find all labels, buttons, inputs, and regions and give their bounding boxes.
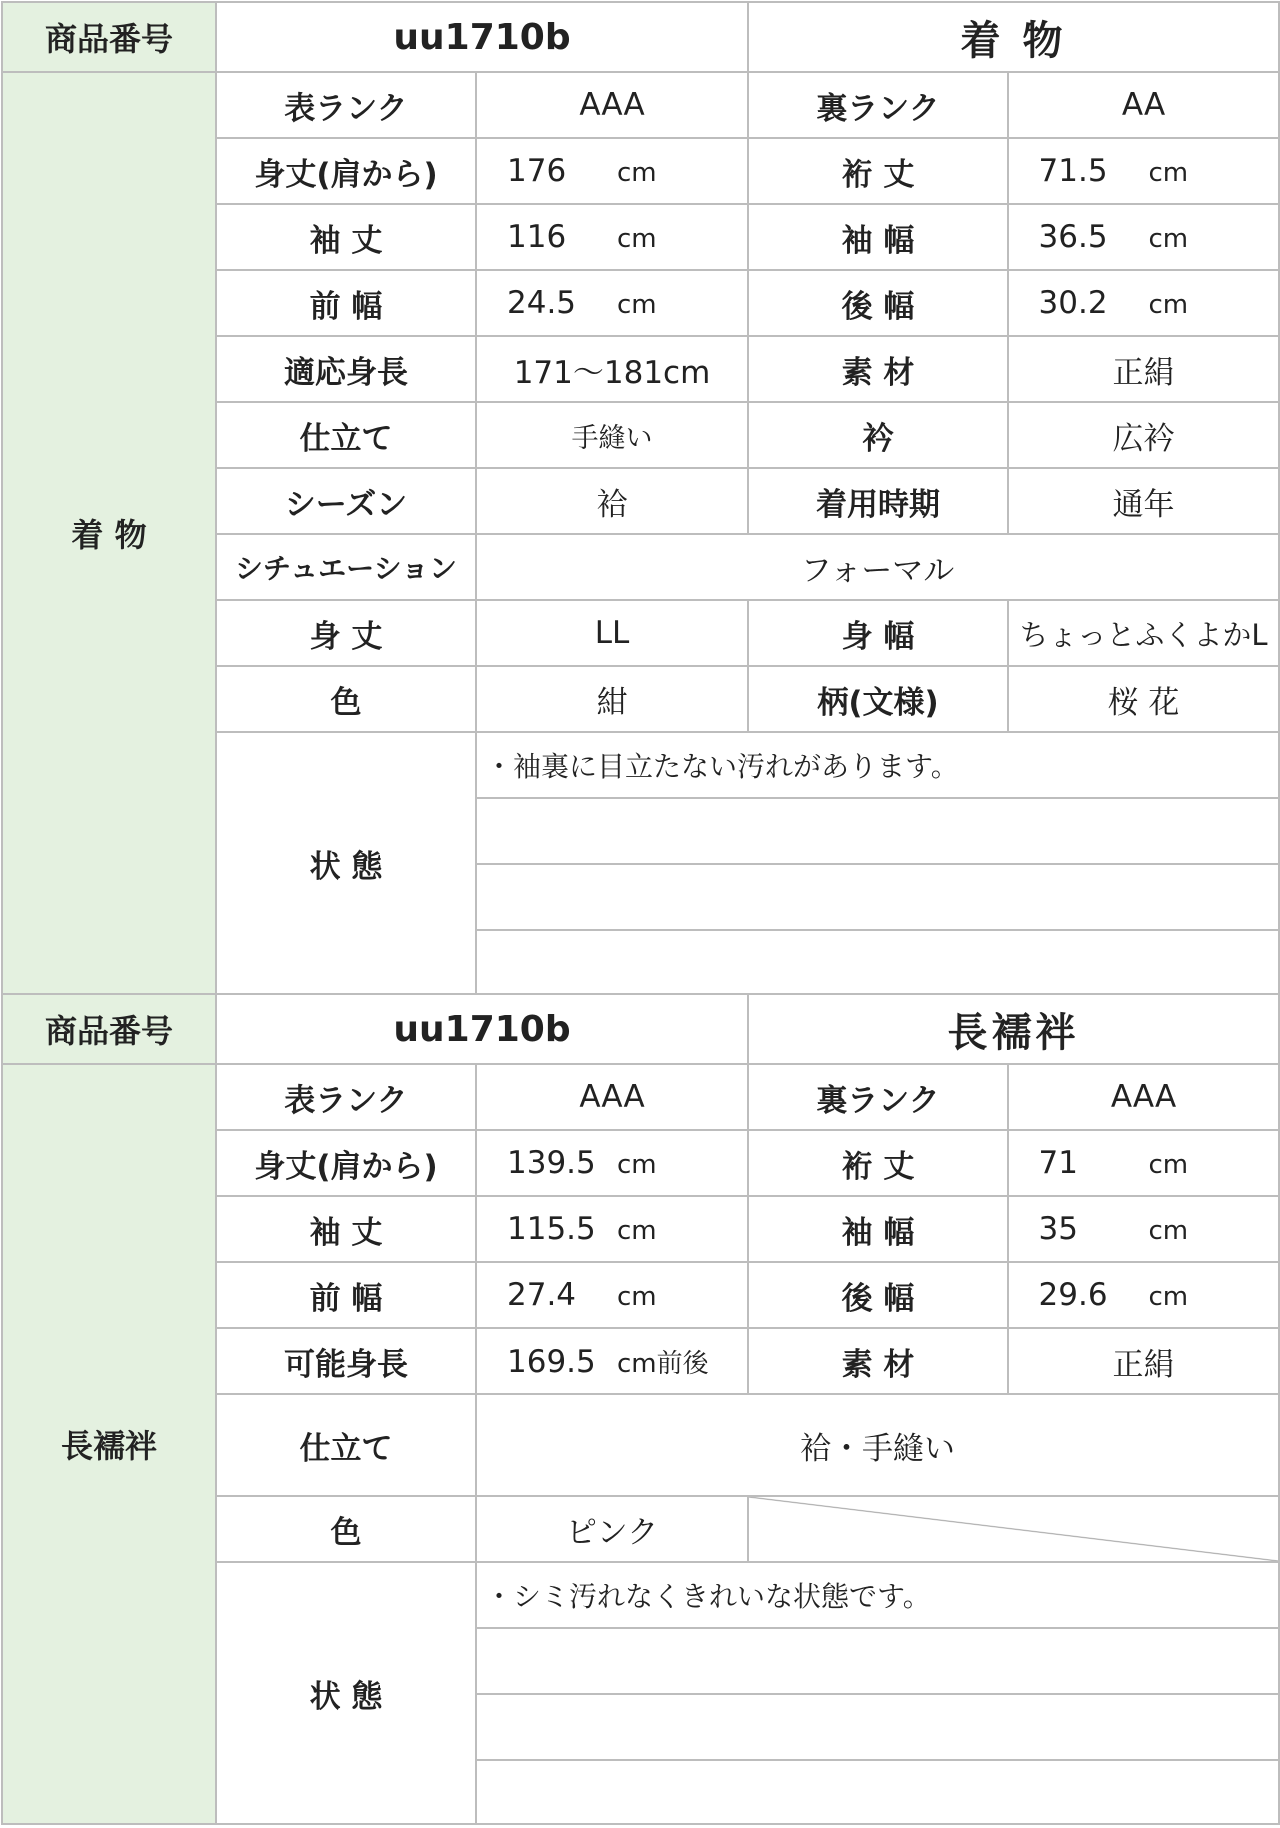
spec-label: 仕立て — [216, 402, 476, 468]
spec-label: 裏ランク — [748, 72, 1008, 138]
spec-value: AA — [1008, 72, 1279, 138]
spec-value: 桜 花 — [1008, 666, 1279, 732]
spec-value: 24.5 cm — [476, 270, 748, 336]
spec-label: 適応身長 — [216, 336, 476, 402]
spec-label: 素 材 — [748, 1328, 1008, 1394]
spec-value: 176 cm — [476, 138, 748, 204]
spec-label: 裏ランク — [748, 1064, 1008, 1130]
spec-value: 通年 — [1008, 468, 1279, 534]
spec-label: 柄(文様) — [748, 666, 1008, 732]
product-number-label: 商品番号 — [2, 2, 216, 72]
spec-label: 表ランク — [216, 72, 476, 138]
spec-label: 裄 丈 — [748, 1130, 1008, 1196]
condition-label: 状 態 — [216, 732, 476, 994]
condition-line: ・シミ汚れなくきれいな状態です。 — [476, 1562, 1279, 1628]
spec-label: 表ランク — [216, 1064, 476, 1130]
color-label: 色 — [216, 1496, 476, 1562]
spec-label: 身丈(肩から) — [216, 1130, 476, 1196]
spec-value: AAA — [476, 1064, 748, 1130]
spec-value: ちょっとふくよかL — [1008, 600, 1279, 666]
item-type-title: 長襦袢 — [748, 994, 1279, 1064]
spec-label: 着用時期 — [748, 468, 1008, 534]
spec-label: 袖 丈 — [216, 1196, 476, 1262]
spec-label: 衿 — [748, 402, 1008, 468]
spec-value: 171〜181cm — [476, 336, 748, 402]
spec-value: 30.2 cm — [1008, 270, 1279, 336]
spec-value: 35 cm — [1008, 1196, 1279, 1262]
spec-value: 袷 — [476, 468, 748, 534]
condition-line — [476, 1628, 1279, 1694]
spec-value: 27.4 cm — [476, 1262, 748, 1328]
spec-label: 身丈(肩から) — [216, 138, 476, 204]
spec-value: 正絹 — [1008, 1328, 1279, 1394]
condition-line — [476, 1694, 1279, 1760]
spec-label: 色 — [216, 666, 476, 732]
condition-line: ・袖裏に目立たない汚れがあります。 — [476, 732, 1279, 798]
spec-label: 可能身長 — [216, 1328, 476, 1394]
spec-value: 71.5 cm — [1008, 138, 1279, 204]
spec-row — [2, 72, 1279, 138]
spec-value: AAA — [1008, 1064, 1279, 1130]
product-number-value: uu1710b — [216, 2, 748, 72]
kimono-spec-table — [1, 1, 1280, 995]
spec-value: 手縫い — [476, 402, 748, 468]
spec-label: シーズン — [216, 468, 476, 534]
juban-spec-table — [1, 993, 1280, 1825]
condition-line — [476, 930, 1279, 994]
spec-label: 身 幅 — [748, 600, 1008, 666]
spec-value: 115.5 cm — [476, 1196, 748, 1262]
product-number-value: uu1710b — [216, 994, 748, 1064]
section-label: 着 物 — [2, 72, 216, 994]
tailoring-label: 仕立て — [216, 1394, 476, 1496]
spec-label: 身 丈 — [216, 600, 476, 666]
spec-value: 広衿 — [1008, 402, 1279, 468]
empty-diagonal-cell — [748, 1496, 1279, 1562]
situation-value: フォーマル — [476, 534, 1279, 600]
spec-value: 紺 — [476, 666, 748, 732]
spec-value: 116 cm — [476, 204, 748, 270]
spec-value: LL — [476, 600, 748, 666]
spec-value: AAA — [476, 72, 748, 138]
spec-label: 前 幅 — [216, 270, 476, 336]
spec-value: 169.5 cm前後 — [476, 1328, 748, 1394]
spec-label: 前 幅 — [216, 1262, 476, 1328]
spec-label: 裄 丈 — [748, 138, 1008, 204]
spec-label: 後 幅 — [748, 1262, 1008, 1328]
item-type-title: 着 物 — [748, 2, 1279, 72]
spec-value: 正絹 — [1008, 336, 1279, 402]
color-value: ピンク — [476, 1496, 748, 1562]
condition-line — [476, 864, 1279, 930]
spec-value: 29.6 cm — [1008, 1262, 1279, 1328]
situation-label: シチュエーション — [216, 534, 476, 600]
condition-line — [476, 1760, 1279, 1824]
spec-label: 素 材 — [748, 336, 1008, 402]
spec-label: 袖 丈 — [216, 204, 476, 270]
spec-row — [2, 1064, 1279, 1130]
spec-label: 袖 幅 — [748, 1196, 1008, 1262]
tailoring-value: 袷・手縫い — [476, 1394, 1279, 1496]
condition-line — [476, 798, 1279, 864]
spec-value: 71 cm — [1008, 1130, 1279, 1196]
section-label: 長襦袢 — [2, 1064, 216, 1824]
spec-value: 36.5 cm — [1008, 204, 1279, 270]
condition-label: 状 態 — [216, 1562, 476, 1824]
spec-value: 139.5 cm — [476, 1130, 748, 1196]
spec-label: 後 幅 — [748, 270, 1008, 336]
product-number-label: 商品番号 — [2, 994, 216, 1064]
spec-label: 袖 幅 — [748, 204, 1008, 270]
